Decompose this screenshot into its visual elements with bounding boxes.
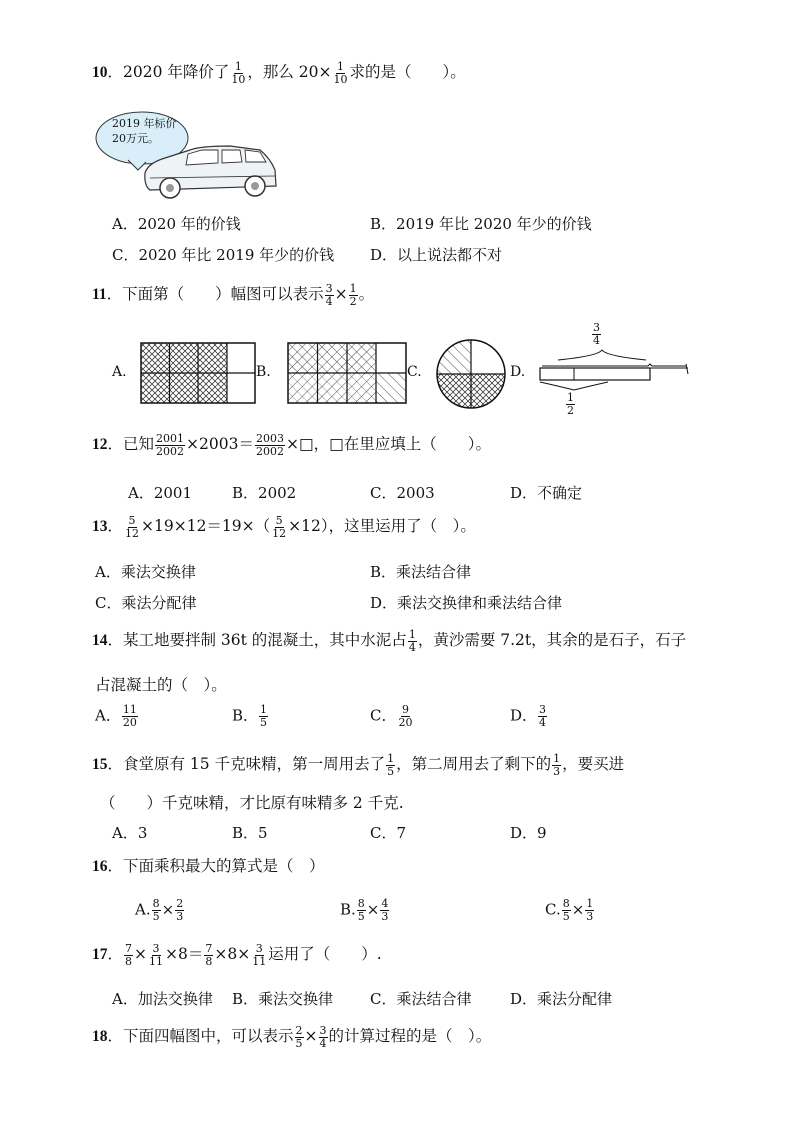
option-a[interactable]: A．2020 年的价钱	[112, 215, 241, 233]
stem-text: ，要买进	[562, 755, 625, 773]
stem-text: ×19×12＝19×（	[141, 517, 271, 535]
question-number: 10	[92, 64, 108, 81]
question-16-stem	[92, 854, 325, 876]
question-number: 14	[92, 632, 108, 649]
question-14-stem	[92, 628, 686, 654]
price-bubble	[112, 116, 177, 146]
stem-text: 。	[358, 285, 375, 303]
option-c[interactable]: C．2020 年比 2019 年少的价钱	[112, 246, 335, 264]
figure-c-circle	[435, 338, 507, 410]
stem-text: ×□，□在里应填上（ ）。	[285, 435, 491, 453]
figure-b-grid	[287, 342, 407, 404]
option-d[interactable]: D．乘法交换律和乘法结合律	[370, 594, 563, 612]
option-d[interactable]: D． $\frac{3}{4}$	[510, 703, 547, 729]
option-c[interactable]: C．乘法分配律	[95, 594, 197, 612]
fraction: $\frac{5}{12}$	[272, 513, 287, 540]
question-number: 18	[92, 1028, 108, 1045]
d-bottom-fraction: $\frac{1}{2}$	[567, 391, 574, 417]
option-a[interactable]: A． $\frac{11}{20}$	[95, 703, 137, 729]
option-d[interactable]: D．以上说法都不对	[370, 246, 503, 264]
option-c[interactable]: C． $\frac{9}{20}$	[370, 703, 413, 729]
fraction: $\frac{2001}{2002}$	[156, 431, 185, 458]
option-a[interactable]: A．加法交换律	[112, 990, 213, 1008]
question-13-stem: 13． $\frac{5}{12}$ ×19×12＝19×（ $\frac{5}{12}$ ×12），这里运用了（ ）。	[92, 513, 476, 540]
stem-text: ，黄沙需要 7.2t，其余的是石子，石子	[417, 631, 687, 649]
stem-text: ，那么 20×	[247, 63, 332, 81]
fraction: $\frac{5}{12}$	[125, 513, 140, 540]
stem-text: ．某工地要拌制 36t 的混凝土，其中水泥占	[107, 631, 407, 649]
question-12-stem	[92, 432, 491, 458]
stem-text: ．下面第（ ）幅图可以表示	[106, 285, 324, 303]
bubble-line: 20万元。	[112, 132, 159, 145]
option-a[interactable]: A．3	[112, 824, 148, 842]
fraction: $\frac{1}{10}$	[231, 59, 246, 86]
question-17-stem: 17． $\frac{7}{8}$ × $\frac{3}{11}$ ×8＝ $\frac{7}{8}$ ×8× $\frac{3}{11}$ 运用了（ ）.	[92, 941, 382, 968]
option-b[interactable]: B. $\frac{8}{5}$ × $\frac{4}{3}$	[340, 897, 389, 923]
figure-label-d[interactable]: D.	[510, 364, 526, 380]
option-a[interactable]: A. $\frac{8}{5}$ × $\frac{2}{3}$	[135, 897, 184, 923]
fraction: $\frac{2003}{2002}$	[255, 431, 284, 458]
fraction: $\frac{1}{2}$	[349, 281, 357, 308]
option-a[interactable]: A．乘法交换律	[95, 563, 196, 581]
option-d[interactable]: D．乘法分配律	[510, 990, 613, 1008]
figure-a-grid	[140, 342, 256, 404]
figure-label-b[interactable]: B.	[256, 364, 271, 380]
stem-text: ．下面乘积最大的算式是（ ）	[107, 857, 325, 875]
option-d[interactable]: D．不确定	[510, 484, 583, 502]
option-b[interactable]: B．5	[232, 824, 268, 842]
question-14-line2: 占混凝土的（ ）。	[95, 676, 227, 694]
stem-text: ．下面四幅图中，可以表示	[107, 1027, 294, 1045]
option-c[interactable]: C．7	[370, 824, 407, 842]
option-b[interactable]: B．乘法交换律	[232, 990, 334, 1008]
question-18-stem: 18．下面四幅图中，可以表示 $\frac{2}{5}$ × $\frac{3}{4}$ 的计算过程的是（ ）。	[92, 1023, 492, 1050]
option-c[interactable]: C．2003	[370, 484, 435, 502]
fraction: $\frac{1}{5}$	[387, 751, 395, 778]
option-b[interactable]: B． $\frac{1}{5}$	[232, 703, 268, 729]
figure-label-c[interactable]: C.	[407, 364, 422, 380]
option-b[interactable]: B．2019 年比 2020 年少的价钱	[370, 215, 592, 233]
stem-text: 求的是（ ）。	[349, 63, 466, 81]
question-11-stem: 11．下面第（ ）幅图可以表示 $\frac{3}{4}$ × $\frac{1}{2}$ 。	[92, 281, 375, 308]
fraction: $\frac{1}{10}$	[333, 59, 348, 86]
option-a[interactable]: A．2001	[128, 484, 193, 502]
d-top-fraction: $\frac{3}{4}$	[593, 321, 600, 347]
question-number: 16	[92, 858, 108, 875]
question-number: 13	[92, 518, 108, 535]
stem-text: 运用了（ ）.	[268, 945, 382, 963]
question-number: 11	[92, 286, 107, 303]
figure-d-bar	[538, 350, 690, 400]
question-number: 17	[92, 946, 108, 963]
stem-text: ．已知	[107, 435, 155, 453]
question-15-line2: （ ）千克味精，才比原有味精多 2 千克.	[100, 794, 404, 812]
stem-text: ．2020 年降价了	[107, 63, 230, 81]
question-number: 12	[92, 436, 108, 453]
question-10-stem	[92, 60, 466, 86]
option-c[interactable]: C. $\frac{8}{5}$ × $\frac{1}{3}$	[545, 897, 594, 923]
fraction: $\frac{1}{3}$	[553, 751, 561, 778]
stem-text: ×2003＝	[186, 435, 254, 453]
stem-text: 的计算过程的是（ ）。	[328, 1027, 492, 1045]
question-number: 15	[92, 756, 108, 773]
question-15-stem	[92, 752, 624, 778]
fraction: $\frac{3}{4}$	[325, 281, 333, 308]
stem-text: ．食堂原有 15 千克味精，第一周用去了	[107, 755, 386, 773]
stem-text: ×12），这里运用了（ ）。	[288, 517, 476, 535]
stem-text: ，第二周用去了剩下的	[396, 755, 552, 773]
option-d[interactable]: D．9	[510, 824, 547, 842]
fraction: $\frac{1}{4}$	[408, 627, 416, 654]
option-c[interactable]: C．乘法结合律	[370, 990, 472, 1008]
bubble-line: 2019 年标价	[112, 117, 177, 130]
figure-label-a[interactable]: A.	[112, 364, 127, 380]
option-b[interactable]: B．2002	[232, 484, 297, 502]
option-b[interactable]: B．乘法结合律	[370, 563, 472, 581]
